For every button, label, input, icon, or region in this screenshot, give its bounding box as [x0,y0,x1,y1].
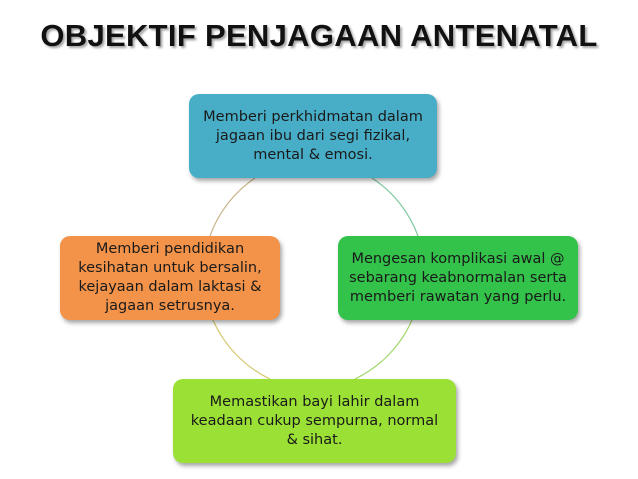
objective-text-bottom: Memastikan bayi lahir dalam keadaan cukup sempurna, normal & sihat. [190,393,439,448]
arc-left-top [210,178,255,236]
objective-text-left: Memberi pendidikan kesihatan untuk bersalin, kejayaan dalam laktasi & jagaan setrusnya. [78,241,262,314]
arc-right-bottom [355,320,412,379]
arc-top-right [372,178,418,236]
page-title: OBJEKTIF PENJAGAAN ANTENATAL [40,18,598,53]
objective-text-right: Mengesan komplikasi awal @ sebarang keabnormalan serta memberi rawatan yang perlu. [349,250,567,305]
objective-node-bottom [173,379,456,463]
objective-node-top [189,94,437,178]
objective-node-left [60,236,280,320]
arc-bottom-left [213,320,270,379]
objective-text-top: Memberi perkhidmatan dalam jagaan ibu dari segi fizikal, mental & emosi. [203,108,423,163]
objective-node-right [338,236,578,320]
